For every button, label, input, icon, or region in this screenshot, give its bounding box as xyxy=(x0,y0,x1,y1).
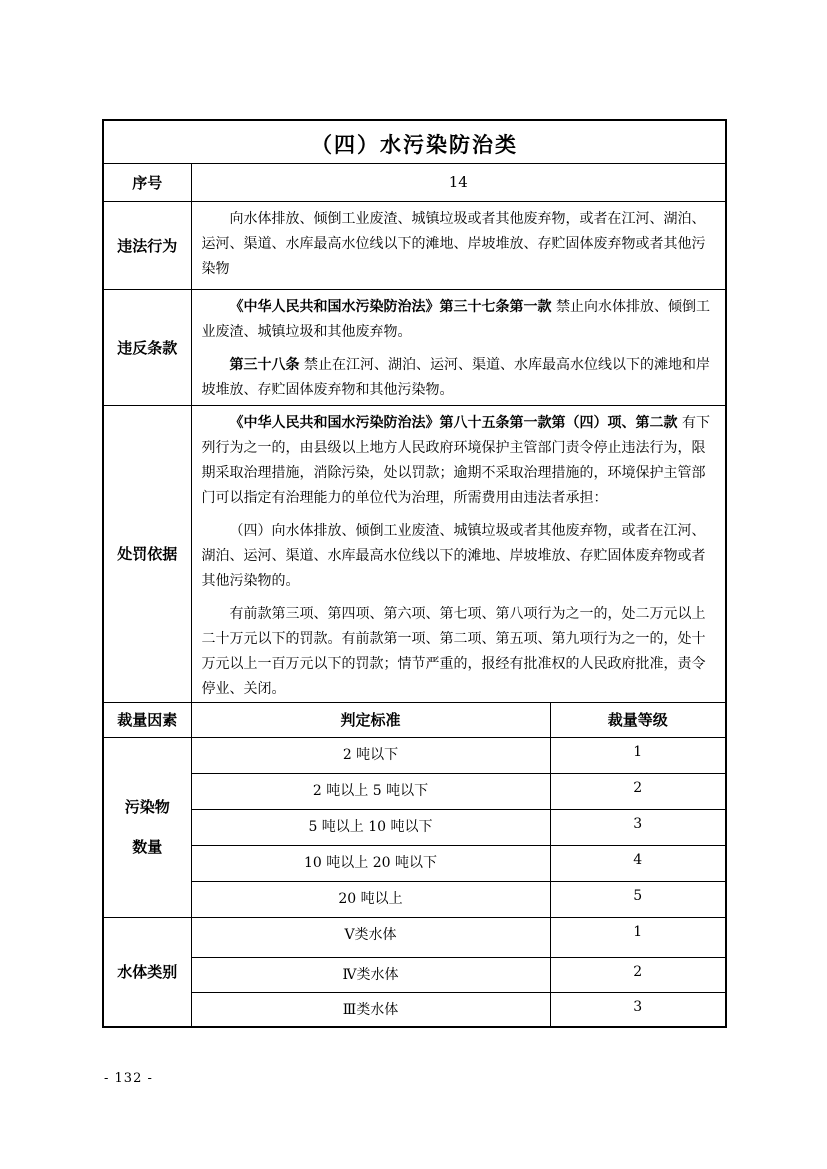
penalty-basis-paragraph xyxy=(202,602,716,702)
row-label-serial: 序号 xyxy=(103,163,191,201)
criteria-cell: Ⅲ类水体 xyxy=(191,992,550,1027)
clause-text: 禁止在江河、湖泊、运河、渠道、水库最高水位线以下的滩地和岸坡堆放、存贮固体废弃物和其他污染物。 xyxy=(201,356,710,398)
column-header-discretion-factor: 裁量因素 xyxy=(103,702,191,737)
criteria-cell: 5 吨以上 10 吨以下 xyxy=(191,809,550,845)
illegal-act-text: 向水体排放、倾倒工业废渣、城镇垃圾或者其他废弃物，或者在江河、湖泊、运河、渠道、水库最高水位线以下的滩地、岸坡堆放、存贮固体废弃物或者其他污染物 xyxy=(201,210,706,277)
violated-clause-cell xyxy=(191,289,726,405)
penalty-text: （四）向水体排放、倾倒工业废渣、城镇垃圾或者其他废弃物，或者在江河、湖泊、运河、渠道、水库最高水位线以下的滩地、岸坡堆放、存贮固体废弃物或者其他污染物的。 xyxy=(201,522,706,589)
table-row xyxy=(103,773,726,809)
pollutant-quantity-label-line2: 数量 xyxy=(132,838,163,856)
criteria-cell: 10 吨以上 20 吨以下 xyxy=(191,845,550,881)
penalty-basis-cell xyxy=(191,405,726,702)
clause-text: 禁止向水体排放、倾倒工业废渣、城镇垃圾和其他废弃物。 xyxy=(201,298,710,340)
table-row xyxy=(103,737,726,773)
level-cell: 1 xyxy=(550,737,726,773)
pollutant-quantity-label-line1: 污染物 xyxy=(124,798,170,816)
row-label-penalty-basis: 处罚依据 xyxy=(103,405,191,702)
violated-clause-paragraph xyxy=(202,353,716,403)
criteria-cell: Ⅴ类水体 xyxy=(191,917,550,957)
law-citation: 第三十八条 xyxy=(229,356,300,373)
table-row xyxy=(103,992,726,1027)
row-label-water-body: 水体类别 xyxy=(103,917,191,1027)
law-citation: 《中华人民共和国水污染防治法》第八十五条第一款第（四）项、第二款 xyxy=(229,414,678,431)
level-cell: 4 xyxy=(550,845,726,881)
penalty-text: 有前款第三项、第四项、第六项、第七项、第八项行为之一的，处二万元以上二十万元以下的罚款。有前款第一项、第二项、第五项、第九项行为之一的，处十万元以上一百万元以下的罚款；情节严重的，报经有批准权的人民政府批准，责令停业、关闭。 xyxy=(201,605,706,697)
column-header-level: 裁量等级 xyxy=(550,702,726,737)
serial-value: 14 xyxy=(191,163,726,201)
row-label-pollutant-quantity xyxy=(103,737,191,917)
criteria-cell: 2 吨以上 5 吨以下 xyxy=(191,773,550,809)
level-cell: 3 xyxy=(550,809,726,845)
table-row xyxy=(103,881,726,917)
row-label-illegal-act: 违法行为 xyxy=(103,201,191,289)
penalty-text: 有下列行为之一的，由县级以上地方人民政府环境保护主管部门责令停止违法行为，限期采取治理措施，消除污染，处以罚款；逾期不采取治理措施的，环境保护主管部门可以指定有治理能力的单位代为治理，所需费用由违法者承担： xyxy=(201,414,710,506)
law-citation: 《中华人民共和国水污染防治法》第三十七条第一款 xyxy=(229,298,552,315)
table-row xyxy=(103,957,726,992)
regulation-table xyxy=(102,119,727,1028)
column-header-criteria: 判定标准 xyxy=(191,702,550,737)
level-cell: 5 xyxy=(550,881,726,917)
table-row xyxy=(103,917,726,957)
page-number: - 132 - xyxy=(104,1071,153,1086)
level-cell: 3 xyxy=(550,992,726,1027)
row-label-violated-clause: 违反条款 xyxy=(103,289,191,405)
table-row xyxy=(103,845,726,881)
table-row xyxy=(103,809,726,845)
level-cell: 2 xyxy=(550,773,726,809)
level-cell: 1 xyxy=(550,917,726,957)
criteria-cell: Ⅳ类水体 xyxy=(191,957,550,992)
violated-clause-paragraph xyxy=(202,295,716,345)
criteria-cell: 20 吨以上 xyxy=(191,881,550,917)
table-title: （四）水污染防治类 xyxy=(103,120,726,163)
penalty-basis-paragraph xyxy=(202,519,716,594)
criteria-cell: 2 吨以下 xyxy=(191,737,550,773)
level-cell: 2 xyxy=(550,957,726,992)
illegal-act-cell xyxy=(191,201,726,289)
penalty-basis-paragraph xyxy=(202,411,716,511)
